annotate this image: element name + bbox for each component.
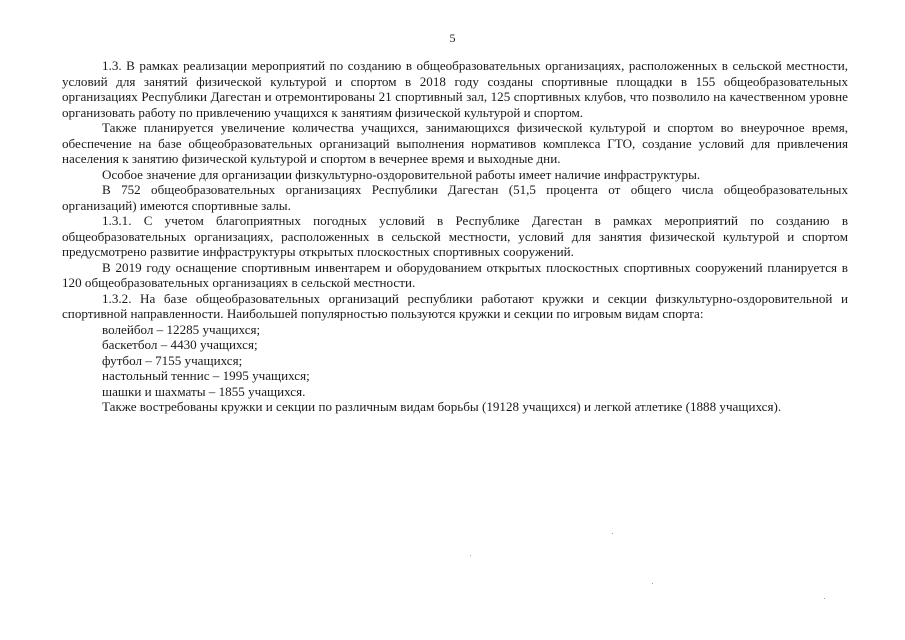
paragraph-infrastructure: Особое значение для организации физкультурно-оздоровительной работы имеет наличие инфраструктуры. <box>102 166 701 182</box>
paragraph-closing: Также востребованы кружки и секции по различным видам борьбы (19128 учащихся) и легкой атлетике (1888 учащихся). <box>102 399 782 414</box>
paragraph-sports-halls: В 752 общеобразовательных организациях Республики Дагестан (51,5 процента от общего числа общеобразовательных организаций) имеются спортивные залы. <box>62 182 848 213</box>
page-number: 5 <box>449 31 456 45</box>
page-body <box>62 58 848 415</box>
scan-speck <box>470 555 471 556</box>
paragraph-1-3-2: 1.3.2. На базе общеобразовательных организаций республики работают кружки и секции физкультурно-оздоровительной и спортивной направленности. Наибольшей популярностью пользуются кружки и секции по игровым видам спорта: <box>62 290 848 321</box>
paragraph-1-3-1: 1.3.1. С учетом благоприятных погодных условий в Республике Дагестан в рамках мероприятий по созданию в общеобразовательных организациях, расположенных в сельской местности, условий для занятия физической культурой и спортом предусмотрено развитие инфраструктуры открытых плоскостных спортивных сооружений. <box>62 213 848 259</box>
scan-speck <box>612 533 613 534</box>
sports-list <box>62 322 848 400</box>
list-item: настольный теннис – 1995 учащихся; <box>102 368 310 383</box>
paragraph-2019-equipment: В 2019 году оснащение спортивным инвентарем и оборудованием открытых плоскостных спортивных сооружений планируется в 120 общеобразовательных организациях в сельской местности. <box>62 259 848 290</box>
paragraph-1-3: 1.3. В рамках реализации мероприятий по созданию в общеобразовательных организациях, расположенных в сельской местности, условий для занятий физической культурой и спортом в 2018 году созданы спортивные площадки в 155 общеобразовательных организациях Республики Дагестан и отремонтированы 21 спортивный зал, 125 спортивных клубов, что позволило на качественном уровне организовать работу по привлечению учащихся к занятиям физической культурой и спортом. <box>62 58 848 120</box>
paragraph-gto-plans: Также планируется увеличение количества учащихся, занимающихся физической культурой и спортом во внеурочное время, обеспечение на базе общеобразовательных организаций выполнения нормативов комплекса ГТО, создание условий для привлечения населения к занятию физической культурой и спортом в вечернее время и выходные дни. <box>62 120 848 166</box>
list-item: шашки и шахматы – 1855 учащихся. <box>102 383 306 399</box>
scan-speck <box>652 583 653 584</box>
list-item: баскетбол – 4430 учащихся; <box>102 337 258 352</box>
list-item: футбол – 7155 учащихся; <box>102 352 243 368</box>
scan-speck <box>824 598 825 599</box>
list-item: волейбол – 12285 учащихся; <box>102 321 261 337</box>
